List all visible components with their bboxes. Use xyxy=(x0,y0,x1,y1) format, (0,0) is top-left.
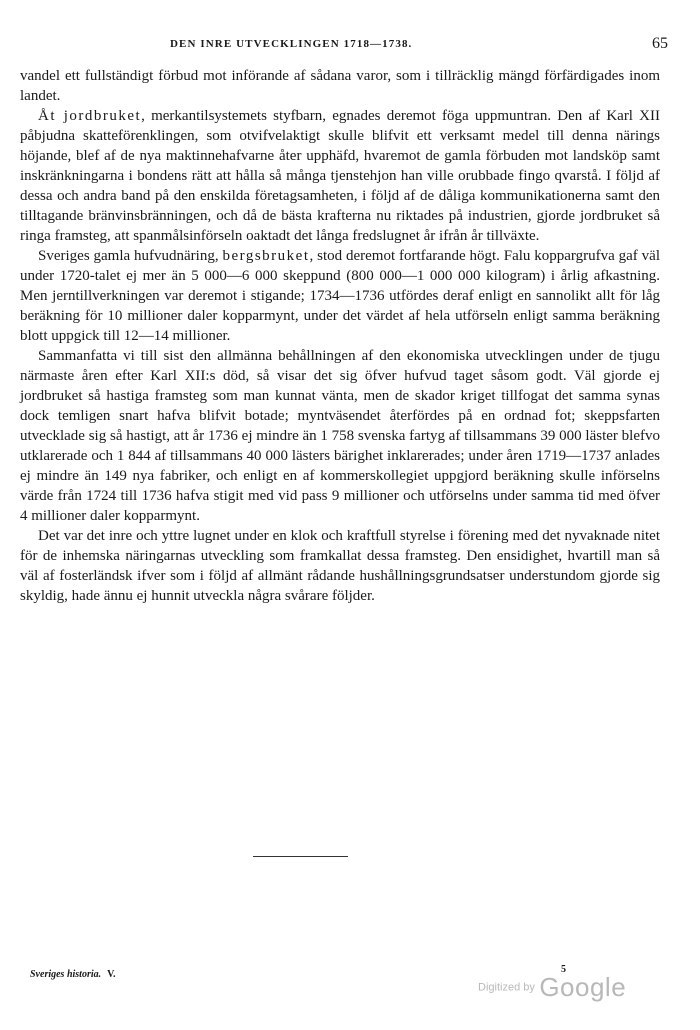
page-number: 65 xyxy=(652,35,668,52)
paragraph-2-text: , merkantilsystemets styfbarn, egnades deremot föga uppmuntran. Den af Karl XII påbjudna skatteförenklingen, som otvifvelaktigt skulle blifvit ett verksamt medel till denna närings höjande, blef af de nya maktinnehafvarne åter upphäfd, hvaremot de gamla förbuden mot landsköp samt inskränkningarna i bondens rätt att hålla så många tjenstehjon han ville orubbade fingo qvarstå. I följd af dessa och andra band på den enskilda företagsamheten, i följd af de dåliga kommunikationerna samt den tilltagande bränvinsbränningen, och då de bästa krafterna nu riktades på industrien, gjorde jordbruket så ringa framsteg, att spanmålsinförseln oaktadt det långa fredslugnet år ifrån år tillväxte. xyxy=(20,108,660,244)
paragraph-3-start: Sveriges gamla hufvudnäring, xyxy=(38,248,223,264)
signature-volume: V. xyxy=(107,969,116,980)
emphasis-bergsbruket: bergsbruket xyxy=(222,248,310,264)
section-divider xyxy=(253,856,348,857)
body-text xyxy=(20,66,660,606)
google-watermark xyxy=(478,972,626,1003)
signature-title: Sveriges historia. xyxy=(30,969,102,980)
paragraph-4: Sammanfatta vi till sist den allmänna behållningen af den ekonomiska utvecklingen under de tjugu närmaste åren efter Karl XII:s död, så visar det sig öfver hufvud taget såsom godt. Väl gjorde ej jordbruket så hastiga framsteg som man kunnat vänta, men de skador kriget tillfogat det samma synas dock temligen snart hafva blifvit botade; myntväsendet återfördes på en ordnad fot; skeppsfarten utvecklade sig så hastigt, att år 1736 ej mindre än 1 758 svenska fartyg af tillsammans 39 000 läster blefvo utklarerade och 1 844 af tillsammans 40 000 lästers bärighet inklarerades; under åren 1719—1737 anlades ej mindre än 149 nya fabriker, och enligt en af kommerskollegiet uppgjord beräkning skulle införselns värde från 1724 till 1736 hafva stigit med vid pass 9 millioner och utförselns under samma tid med öfver 4 millioner daler kopparmynt. xyxy=(20,348,660,524)
watermark-brand: Google xyxy=(539,972,627,1002)
watermark-prefix: Digitized by xyxy=(478,981,535,994)
paragraph-5: Det var det inre och yttre lugnet under en klok och kraftfull styrelse i förening med det nyvaknade nitet för de inhemska näringarnas utveckling som framkallat dessa framsteg. Den ensidighet, hvartill man så väl af fosterländsk ifver som i följd af allmänt rådande hushållningsgrundsatser understundom gjorde sig skyldig, hade ännu ej hunnit utveckla några svårare följder. xyxy=(20,528,660,604)
signature-line xyxy=(30,969,116,980)
sheet-mark: 5 xyxy=(561,964,566,975)
paragraph-3 xyxy=(20,246,660,346)
emphasis-jordbruket: Åt jordbruket xyxy=(38,108,142,124)
paragraph-3-text: , stod deremot fortfarande högt. Falu koppargrufva gaf väl under 1720-talet ej mer än 5 000—6 000 skeppund (800 000—1 000 000 kilogram) i årlig afkastning. Men jerntillverkningen var deremot i stigande; 1734—1736 utfördes deraf enligt en sannolikt allt för låg beräkning för 10 millioner daler kopparmynt, under det värdet af hela utförseln enligt samma beräkning blott uppgick till 12—14 millioner. xyxy=(20,248,660,344)
page-header xyxy=(20,35,670,58)
paragraph-2 xyxy=(20,106,660,246)
paragraph-1: vandel ett fullständigt förbud mot införande af sådana varor, som i tillräcklig mängd förfärdigades inom landet. xyxy=(20,68,660,104)
running-head: DEN INRE UTVECKLINGEN 1718—1738. xyxy=(170,38,413,50)
